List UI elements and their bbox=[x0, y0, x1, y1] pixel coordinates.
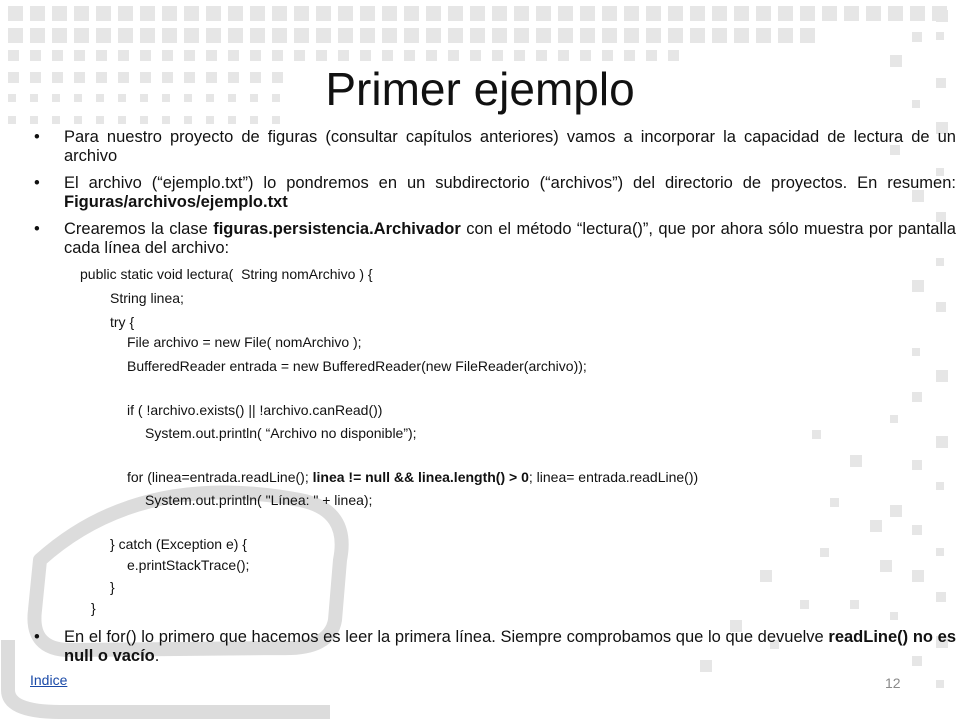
bullet-item bbox=[34, 628, 956, 666]
code-line: } bbox=[110, 579, 115, 595]
code-line: e.printStackTrace(); bbox=[127, 557, 250, 573]
code-line: String linea; bbox=[110, 290, 184, 306]
code-line-for bbox=[0, 469, 960, 485]
code-line: if ( !archivo.exists() || !archivo.canRead()) bbox=[127, 402, 383, 418]
bullet-dot-icon: • bbox=[34, 128, 40, 146]
bullet-list bbox=[34, 128, 956, 258]
bullet-text: Crearemos la clase bbox=[64, 220, 214, 238]
slide-title: Primer ejemplo bbox=[325, 63, 635, 115]
bullet-text: Para nuestro proyecto de figuras (consultar capítulos anteriores) vamos a incorporar la capacidad de lectura de un archivo bbox=[64, 128, 956, 165]
bullet-item bbox=[34, 220, 956, 258]
bullet-bold-classname: figuras.persistencia.Archivador bbox=[213, 220, 461, 238]
code-line: try { bbox=[110, 314, 135, 330]
code-line: } bbox=[91, 600, 96, 616]
page-number: 12 bbox=[885, 675, 901, 691]
code-line: File archivo = new File( nomArchivo ); bbox=[127, 334, 362, 350]
bullet-dot-icon: • bbox=[34, 174, 40, 192]
code-line: public static void lectura( String nomArchivo ) { bbox=[80, 266, 373, 282]
bullet-bold-path: Figuras/archivos/ejemplo.txt bbox=[64, 193, 288, 211]
bullet-text: con el método “lectura()”, que por ahora sólo muestra por pantalla cada línea del archivo: bbox=[64, 220, 956, 257]
code-text: ; linea= entrada.readLine()) bbox=[528, 469, 699, 485]
bullet-text: En el for() lo primero que hacemos es leer la primera línea. Siempre comprobamos que lo que devuelve bbox=[64, 628, 829, 646]
code-text: for (linea=entrada.readLine(); bbox=[127, 469, 313, 485]
indice-link[interactable]: Indice bbox=[30, 672, 68, 688]
code-line: System.out.println( "Línea: " + linea); bbox=[145, 492, 373, 508]
code-line: System.out.println( “Archivo no disponible”); bbox=[145, 425, 417, 441]
code-line: } catch (Exception e) { bbox=[110, 536, 247, 552]
bullet-item bbox=[34, 174, 956, 212]
bullet-list bbox=[34, 628, 956, 666]
bullet-dot-icon: • bbox=[34, 628, 40, 646]
bullet-item bbox=[34, 128, 956, 166]
bullet-text: El archivo (“ejemplo.txt”) lo pondremos en un subdirectorio (“archivos”) del directorio de proyectos. En resumen: bbox=[64, 174, 956, 192]
bullet-dot-icon: • bbox=[34, 220, 40, 238]
code-bold-condition: linea != null && linea.length() > 0 bbox=[312, 469, 529, 485]
bullet-bold-text: readLine() no es null o vacío bbox=[64, 628, 956, 665]
bullet-text: . bbox=[154, 647, 160, 665]
code-line: BufferedReader entrada = new BufferedReader(new FileReader(archivo)); bbox=[127, 358, 587, 374]
